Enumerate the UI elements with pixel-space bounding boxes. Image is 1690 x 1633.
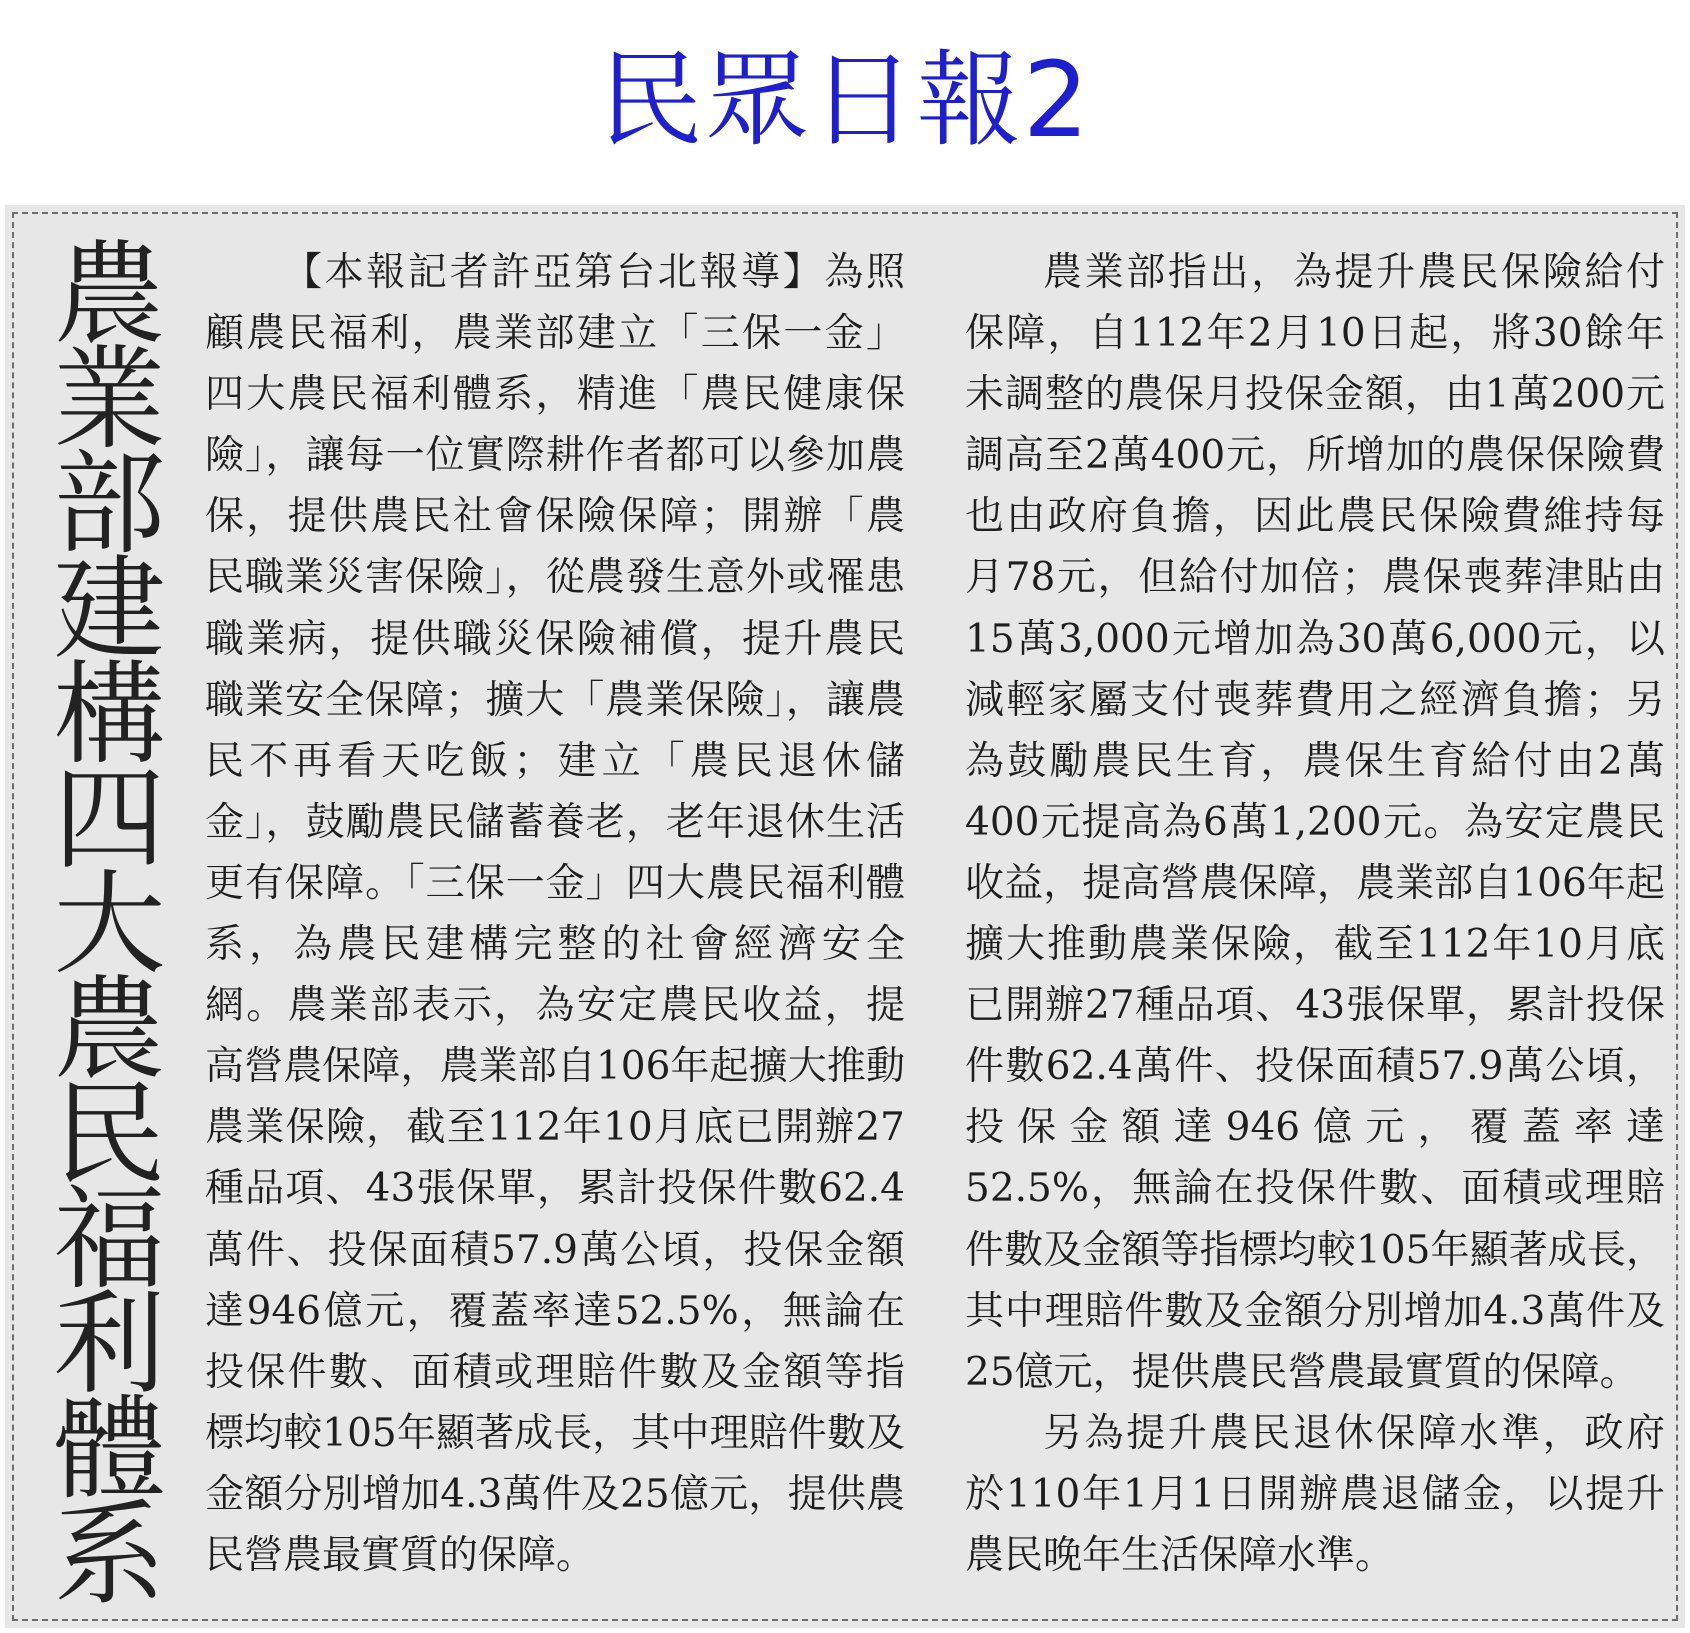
headline-char: 建 bbox=[53, 545, 166, 675]
headline-char: 系 bbox=[53, 1490, 166, 1620]
article-paragraph: 農業部指出，為提升農民保險給付保障，自112年2月10日起，將30餘年未調整的農保月投保金額，由1萬200元調高至2萬400元，所增加的農保保險費也由政府負擔，因此農民保險費維持每月78元，但給付加倍；農保喪葬津貼由15萬3,000元增加為30萬6,000元，以減輕家屬支付喪葬費用之經濟負擔；另為鼓勵農民生育，農保生育給付由2萬400元提高為6萬1,200元。為安定農民收益，提高營農保障，農業部自106年起擴大推動農業保險，截至112年10月底已開辦27種品項、43張保單，累計投保件數62.4萬件、投保面積57.9萬公頃，投保金額達946億元，覆蓋率達52.5%，無論在投保件數、面積或理賠件數及金額等指標均較105年顯著成長，其中理賠件數及金額分別增加4.3萬件及25億元，提供農民營農最實質的保障。 bbox=[965, 250, 1665, 1395]
headline-char: 農 bbox=[53, 965, 166, 1095]
headline-char: 業 bbox=[53, 335, 166, 465]
article-column-1 bbox=[205, 242, 905, 1602]
headline-char: 利 bbox=[53, 1280, 166, 1410]
headline-char: 體 bbox=[53, 1385, 166, 1515]
headline-char: 農 bbox=[53, 230, 166, 360]
article-column-2 bbox=[965, 242, 1665, 1602]
headline-char: 部 bbox=[53, 440, 166, 570]
headline-char: 大 bbox=[53, 860, 166, 990]
article-paragraph: 另為提升農民退休保障水準，政府於110年1月1日開辦農退儲金，以提升農民晚年生活保障水準。 bbox=[965, 1410, 1665, 1578]
article-headline bbox=[42, 230, 177, 1620]
headline-char: 民 bbox=[53, 1070, 166, 1200]
article-paragraph: 【本報記者許亞第台北報導】為照顧農民福利，農業部建立「三保一金」四大農民福利體系，精進「農民健康保險」，讓每一位實際耕作者都可以參加農保，提供農民社會保險保障；開辦「農民職業災害保險」，從農發生意外或罹患職業病，提供職災保險補償，提升農民職業安全保障；擴大「農業保險」，讓農民不再看天吃飯；建立「農民退休儲金」，鼓勵農民儲蓄養老，老年退休生活更有保障。「三保一金」四大農民福利體系，為農民建構完整的社會經濟安全網。農業部表示，為安定農民收益，提高營農保障，農業部自106年起擴大推動農業保險，截至112年10月底已開辦27種品項、43張保單，累計投保件數62.4萬件、投保面積57.9萬公頃，投保金額達946億元，覆蓋率達52.5%，無論在投保件數、面積或理賠件數及金額等指標均較105年顯著成長，其中理賠件數及金額分別增加4.3萬件及25億元，提供農民營農最實質的保障。 bbox=[205, 250, 905, 1578]
headline-char: 四 bbox=[53, 755, 166, 885]
newspaper-source-title: 民眾日報2 bbox=[598, 39, 1092, 161]
headline-char: 福 bbox=[53, 1175, 166, 1305]
headline-char: 構 bbox=[53, 650, 166, 780]
